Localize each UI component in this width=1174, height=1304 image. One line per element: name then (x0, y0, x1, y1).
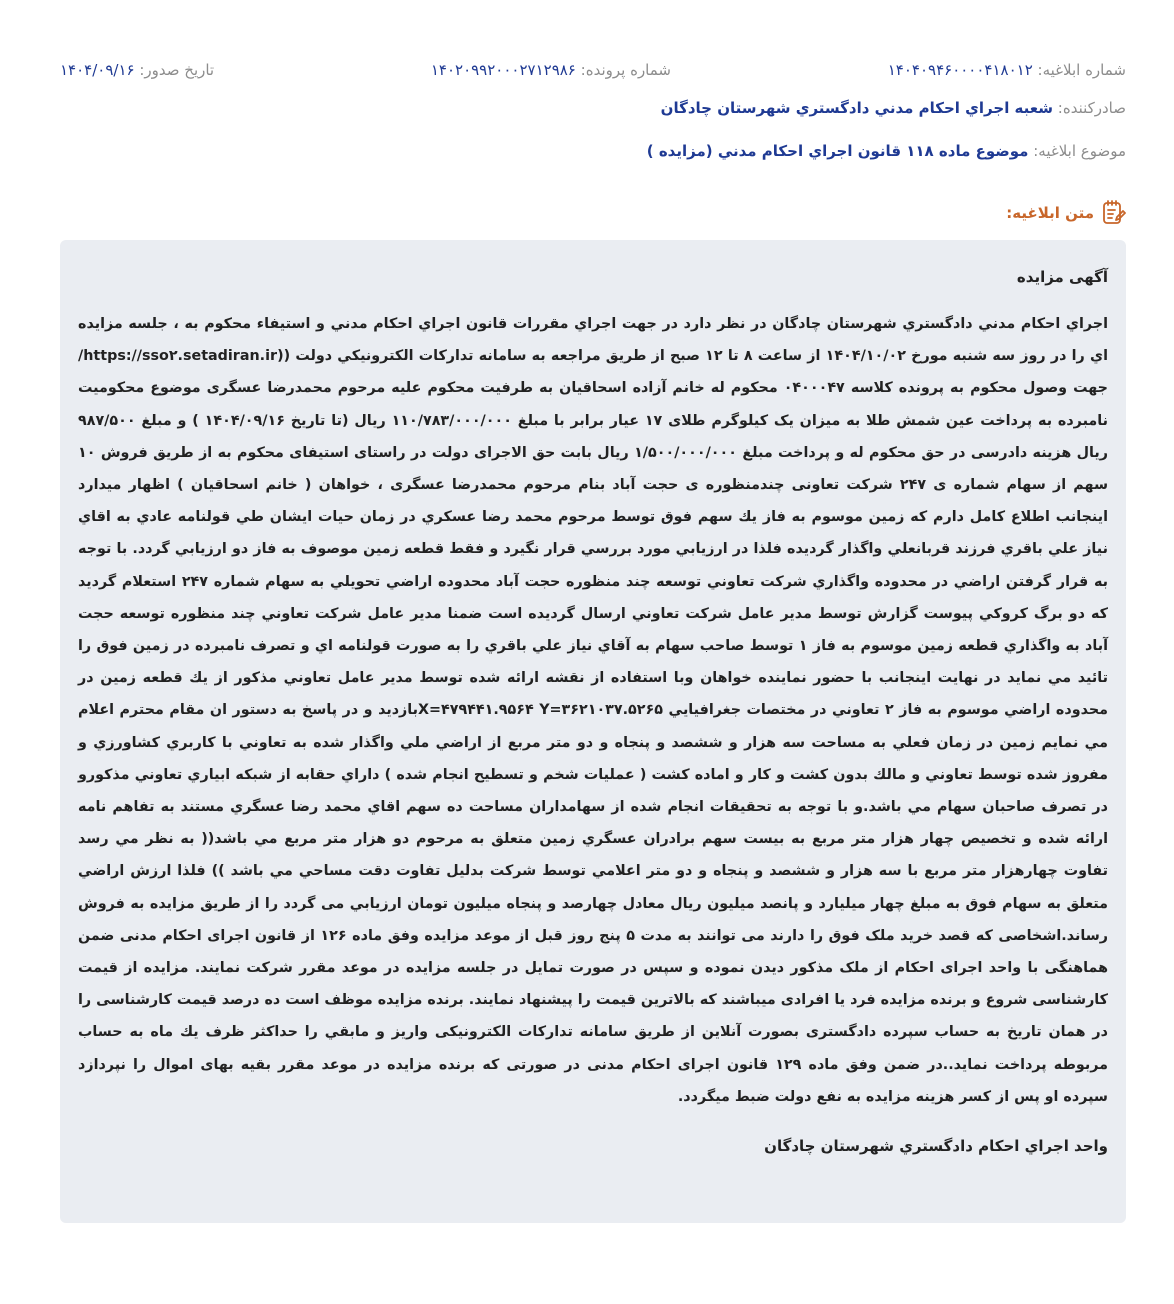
notice-number-value: ۱۴۰۴۰۹۴۶۰۰۰۰۴۱۸۰۱۲ (887, 61, 1033, 79)
issuer-line (661, 99, 1126, 117)
notice-panel (60, 240, 1126, 1223)
notice-meta-row (60, 58, 1126, 82)
notice-text-heading (1006, 200, 1126, 226)
document-edit-icon (1102, 200, 1126, 226)
case-number-label: شماره پرونده: (580, 61, 671, 79)
notice-number-label: شماره ابلاغيه: (1037, 61, 1126, 79)
notice-title: آگهی مزایده (1016, 268, 1108, 286)
notice-number (888, 61, 1126, 79)
issue-date-label: تاريخ صدور: (139, 61, 215, 79)
issue-date (60, 61, 214, 79)
subject-line (647, 142, 1126, 160)
notice-signature: واحد اجراي احكام دادگستري شهرستان چادگان (764, 1137, 1108, 1156)
subject-value: موضوع ماده ۱۱۸ قانون اجراي احکام مدني (مزايده ) (646, 142, 1029, 160)
issue-date-value: ۱۴۰۴/۰۹/۱۶ (60, 61, 135, 79)
notice-text-heading-label: متن ابلاغيه: (1006, 204, 1094, 222)
notice-body: اجراي احكام مدني دادگستري شهرستان چادگان در نظر دارد در جهت اجراي مقررات قانون اجراي احكام مدني و استيفاء محكوم به ، جلسه مزايده اي را در روز سه شنبه مورخ ۱۴۰۴/۱۰/۰۲ از ساعت ۸ تا ۱۲ صبح از طريق مراجعه به سامانه تداركات الكترونيكي دولت ((https://sso۲.setadiran.ir/جهت وصول محكوم به پرونده كلاسه ۰۴۰۰۰۴۷ محكوم له خانم آزاده اسحاقيان به طرفيت محكوم عليه مرحوم محمدرضا عسگری موضوع محکومیت نامبرده به پرداخت عین شمش طلا به میزان یک کیلوگرم طلای ۱۷ عیار برابر با مبلغ ۱۱۰/۷۸۳/۰۰۰/۰۰۰ ریال (تا تاریخ ۱۴۰۴/۰۹/۱۶ ) و مبلغ ۹۸۷/۵۰۰ ریال هزینه دادرسی در حق محکوم له و پرداخت مبلغ ۱/۵۰۰/۰۰۰/۰۰۰ ریال بابت حق الاجرای دولت در راستای استیفای محکوم به از طریق فروش ۱۰ سهم از سهام شماره ی ۲۴۷ شرکت تعاونی چندمنظوره ی حجت آباد بنام مرحوم محمدرضا عسگری ، خواهان ( خانم اسحاقیان ) اظهار ميدارد اينجانب اطلاع كامل دارم كه زمين موسوم به فاز يك سهم فوق توسط مرحوم محمد رضا عسكري در زمان حيات ايشان طي قولنامه عادي به اقاي نياز علي باقري فرزند قربانعلي واگذار گرديده فلذا در ارزيابي مورد بررسي قرار نگيرد و فقط قطعه زمين موصوف به فاز دو ارزيابي گردد. با توجه به قرار گرفتن اراضي در محدوده واگذاري شركت تعاوني توسعه چند منظوره حجت آباد محدوده اراضي تحويلي به سهام شماره ۲۴۷ استعلام گرديد كه دو برگ كروكي پيوست گزارش توسط مدير عامل شركت تعاوني ارسال گرديده است ضمنا مدير عامل شركت تعاوني چند منظوره توسعه حجت آباد به واگذاري قطعه زمين موسوم به فاز ۱ توسط صاحب سهام به آقاي نياز علي باقري را به صورت قولنامه اي و تصرف نامبرده در زمين فوق را تائيد مي نمايد در نهايت اينجانب با حضور نماينده خواهان وبا استفاده از نقشه ارائه شده توسط مدير عامل تعاوني مذكور از يك قطعه زمين در محدوده اراضي موسوم به فاز ۲ تعاوني در مختصات جغرافيايي X=۴۷۹۴۴۱.۹۵۶۴ Y=۳۶۲۱۰۳۷.۵۲۶۵بازديد و در پاسخ به دستور ان مقام محترم اعلام مي نمايم زمين در زمان فعلي به مساحت سه هزار و ششصد و پنجاه و دو متر مربع از اراضي ملي واگذار شده به تعاوني با كاربري كشاورزي و مفروز شده توسط تعاوني و مالك بدون كشت و كار و اماده كشت ( عمليات شخم و تسطيح انجام شده ) داراي حقابه از شبكه ابياري تعاوني مذكورو در تصرف صاحبان سهام مي باشد.و با توجه به تحقيقات انجام شده از سهامداران مساحت ده سهم اقاي محمد رضا عسگري مستند به تفاهم نامه ارائه شده و تخصيص چهار هزار متر مربع به بيست سهم برادران عسگري زمين متعلق به مرحوم دو هزار متر مربع مي باشد(( به نظر مي رسد تفاوت چهارهزار متر مربع با سه هزار و ششصد و پنجاه و دو متر اعلامي توسط شركت بدليل تفاوت دقت مساحي مي باشد )) فلذا ارزش اراضي متعلق به سهام فوق به مبلغ چهار ميليارد و پانصد ميليون ريال معادل چهارصد و پنجاه ميليون تومان ارزيابي می گردد را از طريق مزايده به فروش رساند.اشخاصی که قصد خريد ملک فوق را دارند می توانند به مدت ۵ پنج روز قبل از موعد مزايده وفق ماده ۱۲۶ از قانون اجرای احکام مدنی ضمن هماهنگی با واحد اجرای احکام از ملک مذکور ديدن نموده و سپس در صورت تمايل در جلسه مزايده در موعد مقرر شرکت نمايند. مزايده از قيمت کارشناسی شروع و برنده مزايده فرد يا افرادی ميباشند که بالاترين قيمت را پيشنهاد نمايند. برنده مزايده موظف است ده درصد قيمت کارشناسی را در همان تاريخ به حساب سپرده دادگستری بصورت آنلاين از طريق سامانه تدارکات الکترونيکی واريز و مابقي را حداكثر ظرف يك ماه به حساب مربوطه پرداخت نمايد..در ضمن وفق ماده ۱۲۹ قانون اجرای احکام مدنی در صورتی که برنده مزايده در موعد مقرر بقيه بهای اموال را نپردازد سپرده او پس از کسر هزينه مزايده به نفع دولت ضبط ميگردد. (78, 316, 1108, 1105)
case-number (431, 61, 671, 79)
subject-label: موضوع ابلاغيه: (1033, 142, 1126, 160)
case-number-value: ۱۴۰۲۰۹۹۲۰۰۰۲۷۱۲۹۸۶ (430, 61, 576, 79)
issuer-label: صادرکننده: (1057, 99, 1126, 117)
issuer-value: شعبه اجراي احکام مدني دادگستري شهرستان چادگان (660, 99, 1053, 117)
